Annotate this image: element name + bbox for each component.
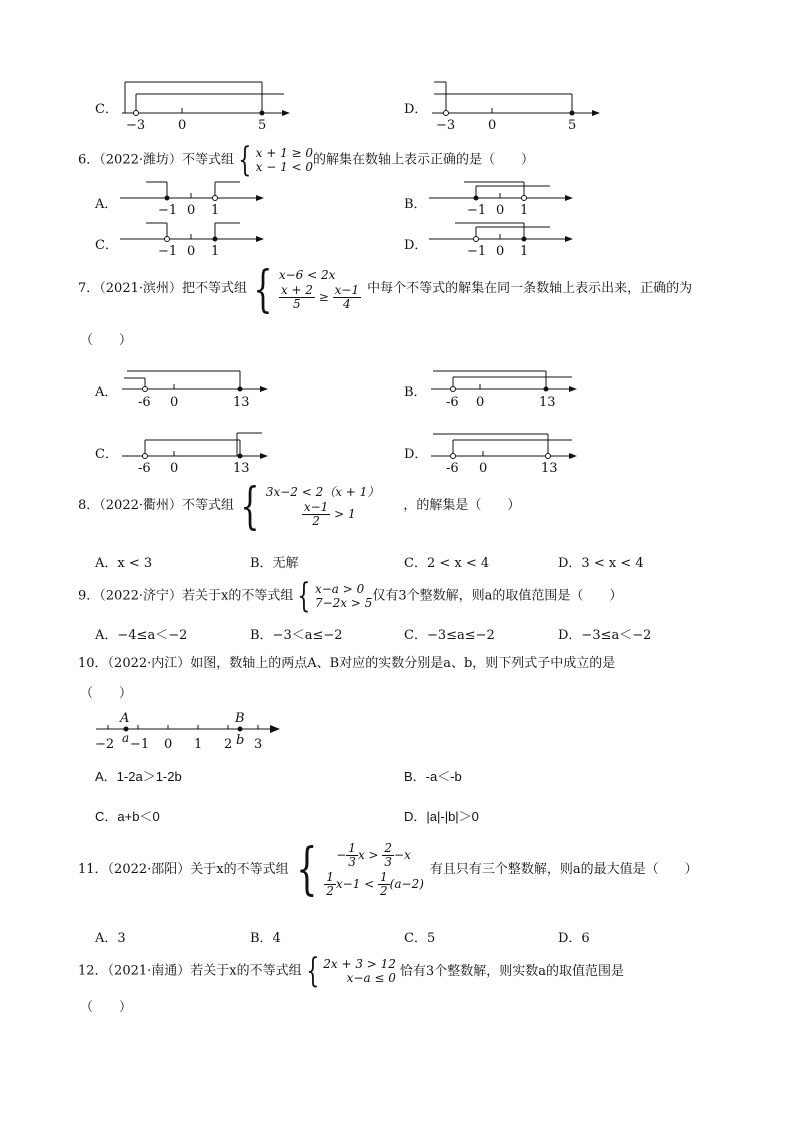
q9-sys-line1: x−a > 0 bbox=[314, 582, 365, 596]
q12-sys-line1: 2x + 3 > 12 bbox=[323, 957, 396, 971]
q8-gt1: > 1 bbox=[334, 506, 356, 521]
q7-frac2-num: x−1 bbox=[334, 282, 360, 297]
q12-stem bbox=[78, 951, 624, 991]
q7-ge: ≥ bbox=[318, 289, 329, 304]
q6-option-b-letter: B． bbox=[404, 197, 427, 212]
q11-l1-frac-den: 3 bbox=[348, 855, 356, 869]
q10-label-1: 1 bbox=[194, 737, 203, 752]
q11-line1 bbox=[324, 842, 424, 869]
q11-l2-frac-den: 2 bbox=[326, 884, 334, 898]
q5-option-d-letter: D． bbox=[404, 102, 428, 117]
q6-d-label-0: 0 bbox=[496, 244, 505, 259]
q9-suffix: 仅有3个整数解，则a的取值范围是（ ） bbox=[372, 588, 623, 604]
q11-option-a: A．3 bbox=[95, 931, 126, 946]
q10-answer-paren: （ ） bbox=[80, 686, 133, 701]
q11-l1-frac2 bbox=[382, 842, 394, 869]
q11-prefix: 11．（2022·邵阳）关于x的不等式组 bbox=[78, 862, 289, 877]
q8-frac-den: 2 bbox=[312, 513, 320, 528]
q11-l1-frac2-den: 3 bbox=[384, 855, 393, 869]
q7-frac2-den: 4 bbox=[343, 296, 351, 311]
q9-option-c: C．−3≤a≤−2 bbox=[404, 628, 495, 643]
q5-c-label-m3: −3 bbox=[126, 118, 146, 133]
q7-a-label-0: 0 bbox=[170, 395, 179, 410]
q11-line2 bbox=[324, 871, 424, 898]
q6-c-label-m1: −1 bbox=[158, 244, 178, 259]
q11-option-d: D．6 bbox=[558, 931, 590, 946]
q10-option-a: A．1-2a＞1-2b bbox=[95, 769, 182, 784]
q12-sys-line2: x−a ≤ 0 bbox=[346, 971, 396, 985]
q11-l1-frac-num: 1 bbox=[348, 841, 356, 855]
q11-l2-frac2 bbox=[378, 871, 390, 898]
q9-brace: { bbox=[297, 576, 311, 616]
q11-l1-frac2-num: 2 bbox=[384, 841, 393, 855]
q10-option-c: C．a+b＜0 bbox=[95, 809, 160, 824]
q10-label-0: 0 bbox=[164, 737, 173, 752]
q8-prefix: 8．（2022·衢州）不等式组 bbox=[78, 498, 234, 513]
q5-c-label-0: 0 bbox=[178, 118, 187, 133]
q11-l2-frac-num: 1 bbox=[326, 870, 334, 884]
q6-prefix: 6．（2022·潍坊）不等式组 bbox=[78, 152, 234, 168]
q7-c-label-0: 0 bbox=[170, 461, 179, 476]
q11-l2-frac2-den: 2 bbox=[380, 884, 388, 898]
q7-a-label-m6: -6 bbox=[138, 395, 151, 410]
q12-system bbox=[323, 957, 396, 985]
q11-l1-minus: − bbox=[336, 848, 347, 862]
q6-a-label-0: 0 bbox=[187, 203, 196, 218]
q8-option-c: C．2 < x < 4 bbox=[404, 556, 490, 571]
q7-a-label-13: 13 bbox=[233, 395, 250, 410]
q6-c-label-1: 1 bbox=[211, 244, 220, 259]
q8-sys-line1: 3x−2 < 2（x + 1） bbox=[265, 484, 380, 499]
q5-d-label-0: 0 bbox=[488, 118, 497, 133]
q9-sys-line2: 7−2x > 5 bbox=[314, 596, 373, 610]
q10-label-m2: −2 bbox=[95, 737, 115, 752]
q10-stem: 10．（2022·内江）如图，数轴上的两点A、B对应的实数分别是a、b，则下列式子中成立的是 bbox=[78, 656, 616, 671]
q7-b-label-0: 0 bbox=[476, 395, 485, 410]
q8-brace: { bbox=[240, 477, 260, 535]
q9-option-a: A．−4≤a＜−2 bbox=[95, 628, 188, 643]
q11-stem bbox=[78, 837, 698, 902]
q5-d-label-m3: −3 bbox=[436, 118, 456, 133]
q10-label-2: 2 bbox=[224, 737, 233, 752]
q10-point-a-upper: A bbox=[120, 711, 130, 726]
q7-suffix: 中每个不等式的解集在同一条数轴上表示出来，正确的为 bbox=[367, 281, 693, 296]
q7-frac1-den: 5 bbox=[293, 296, 301, 311]
q10-option-d: D．|a|-|b|＞0 bbox=[404, 809, 479, 824]
q12-prefix: 12．（2021·南通）若关于x的不等式组 bbox=[78, 963, 302, 979]
q7-sys-line1: x−6 < 2x bbox=[278, 267, 336, 282]
q12-answer-paren: （ ） bbox=[80, 1000, 133, 1015]
q5-d-label-5: 5 bbox=[568, 118, 577, 133]
q7-brace: { bbox=[253, 260, 273, 318]
q11-system bbox=[324, 842, 424, 898]
q6-a-label-m1: −1 bbox=[158, 203, 178, 218]
q7-option-a-letter: A． bbox=[95, 385, 118, 400]
q8-option-d: D．3 < x < 4 bbox=[558, 556, 644, 571]
q7-d-label-m6: -6 bbox=[446, 461, 459, 476]
q9-prefix: 9．（2022·济宁）若关于x的不等式组 bbox=[78, 588, 294, 604]
q6-sys-line2: x − 1 < 0 bbox=[255, 160, 314, 174]
q5-option-c-letter: C． bbox=[95, 102, 118, 117]
q8-option-b: B．无解 bbox=[250, 556, 299, 571]
q7-option-d-letter: D． bbox=[404, 447, 428, 462]
q11-l2-mid: x−1 < bbox=[335, 877, 375, 891]
q7-option-b-letter: B． bbox=[404, 385, 427, 400]
q7-prefix: 7．（2021·滨州）把不等式组 bbox=[78, 281, 247, 296]
q7-answer-paren: （ ） bbox=[80, 333, 133, 348]
q7-frac1-num: x + 2 bbox=[280, 282, 313, 297]
q6-option-d-letter: D． bbox=[404, 238, 428, 253]
q9-option-d: D．−3≤a＜−2 bbox=[558, 628, 652, 643]
q7-option-c-letter: C． bbox=[95, 447, 118, 462]
q12-brace: { bbox=[305, 951, 319, 991]
q11-suffix: 有且只有三个整数解，则a的最大值是（ ） bbox=[429, 862, 698, 877]
q9-option-b: B．−3＜a≤−2 bbox=[250, 628, 343, 643]
q8-frac-num: x−1 bbox=[303, 499, 329, 514]
q6-suffix: 的解集在数轴上表示正确的是（ ） bbox=[313, 152, 535, 168]
q7-c-label-13: 13 bbox=[233, 461, 250, 476]
q12-suffix: 恰有3个整数解，则实数a的取值范围是 bbox=[399, 963, 624, 979]
q11-l1-frac bbox=[346, 842, 358, 869]
q6-brace: { bbox=[238, 140, 252, 180]
q10-label-3: 3 bbox=[254, 737, 263, 752]
q5-c-label-5: 5 bbox=[258, 118, 267, 133]
q6-d-label-m1: −1 bbox=[467, 244, 487, 259]
q6-sys-line1: x + 1 ≥ 0 bbox=[255, 146, 314, 160]
q6-option-a-letter: A． bbox=[95, 197, 118, 212]
q6-d-label-1: 1 bbox=[520, 244, 529, 259]
q10-point-a-lower: a bbox=[122, 731, 130, 745]
q7-b-label-m6: -6 bbox=[446, 395, 459, 410]
q11-option-c: C．5 bbox=[404, 931, 436, 946]
q6-c-label-0: 0 bbox=[187, 244, 196, 259]
q11-l1-tail: −x bbox=[394, 848, 411, 862]
q8-option-a: A．x < 3 bbox=[95, 556, 153, 571]
q6-b-label-0: 0 bbox=[496, 203, 505, 218]
q11-l2-tail: (a−2) bbox=[389, 877, 424, 891]
q11-option-b: B．4 bbox=[250, 931, 281, 946]
q10-label-m1: −1 bbox=[130, 737, 150, 752]
q11-l2-frac bbox=[324, 871, 336, 898]
q10-point-b-upper: B bbox=[235, 711, 245, 726]
q7-c-label-m6: -6 bbox=[138, 461, 151, 476]
q6-option-c-letter: C． bbox=[95, 238, 118, 253]
q10-option-b: B．-a＜-b bbox=[404, 769, 462, 784]
q11-l1-mid: x > bbox=[357, 848, 379, 862]
q7-d-label-13: 13 bbox=[541, 461, 558, 476]
q11-brace: { bbox=[295, 837, 318, 902]
q11-l2-frac2-num: 1 bbox=[380, 870, 388, 884]
q6-b-label-1: 1 bbox=[520, 203, 529, 218]
q6-a-label-1: 1 bbox=[211, 203, 220, 218]
q7-b-label-13: 13 bbox=[539, 395, 556, 410]
q6-b-label-m1: −1 bbox=[467, 203, 487, 218]
q8-suffix: ，的解集是（ ） bbox=[403, 498, 521, 513]
q10-point-b-lower: b bbox=[236, 733, 245, 748]
q7-d-label-0: 0 bbox=[479, 461, 488, 476]
